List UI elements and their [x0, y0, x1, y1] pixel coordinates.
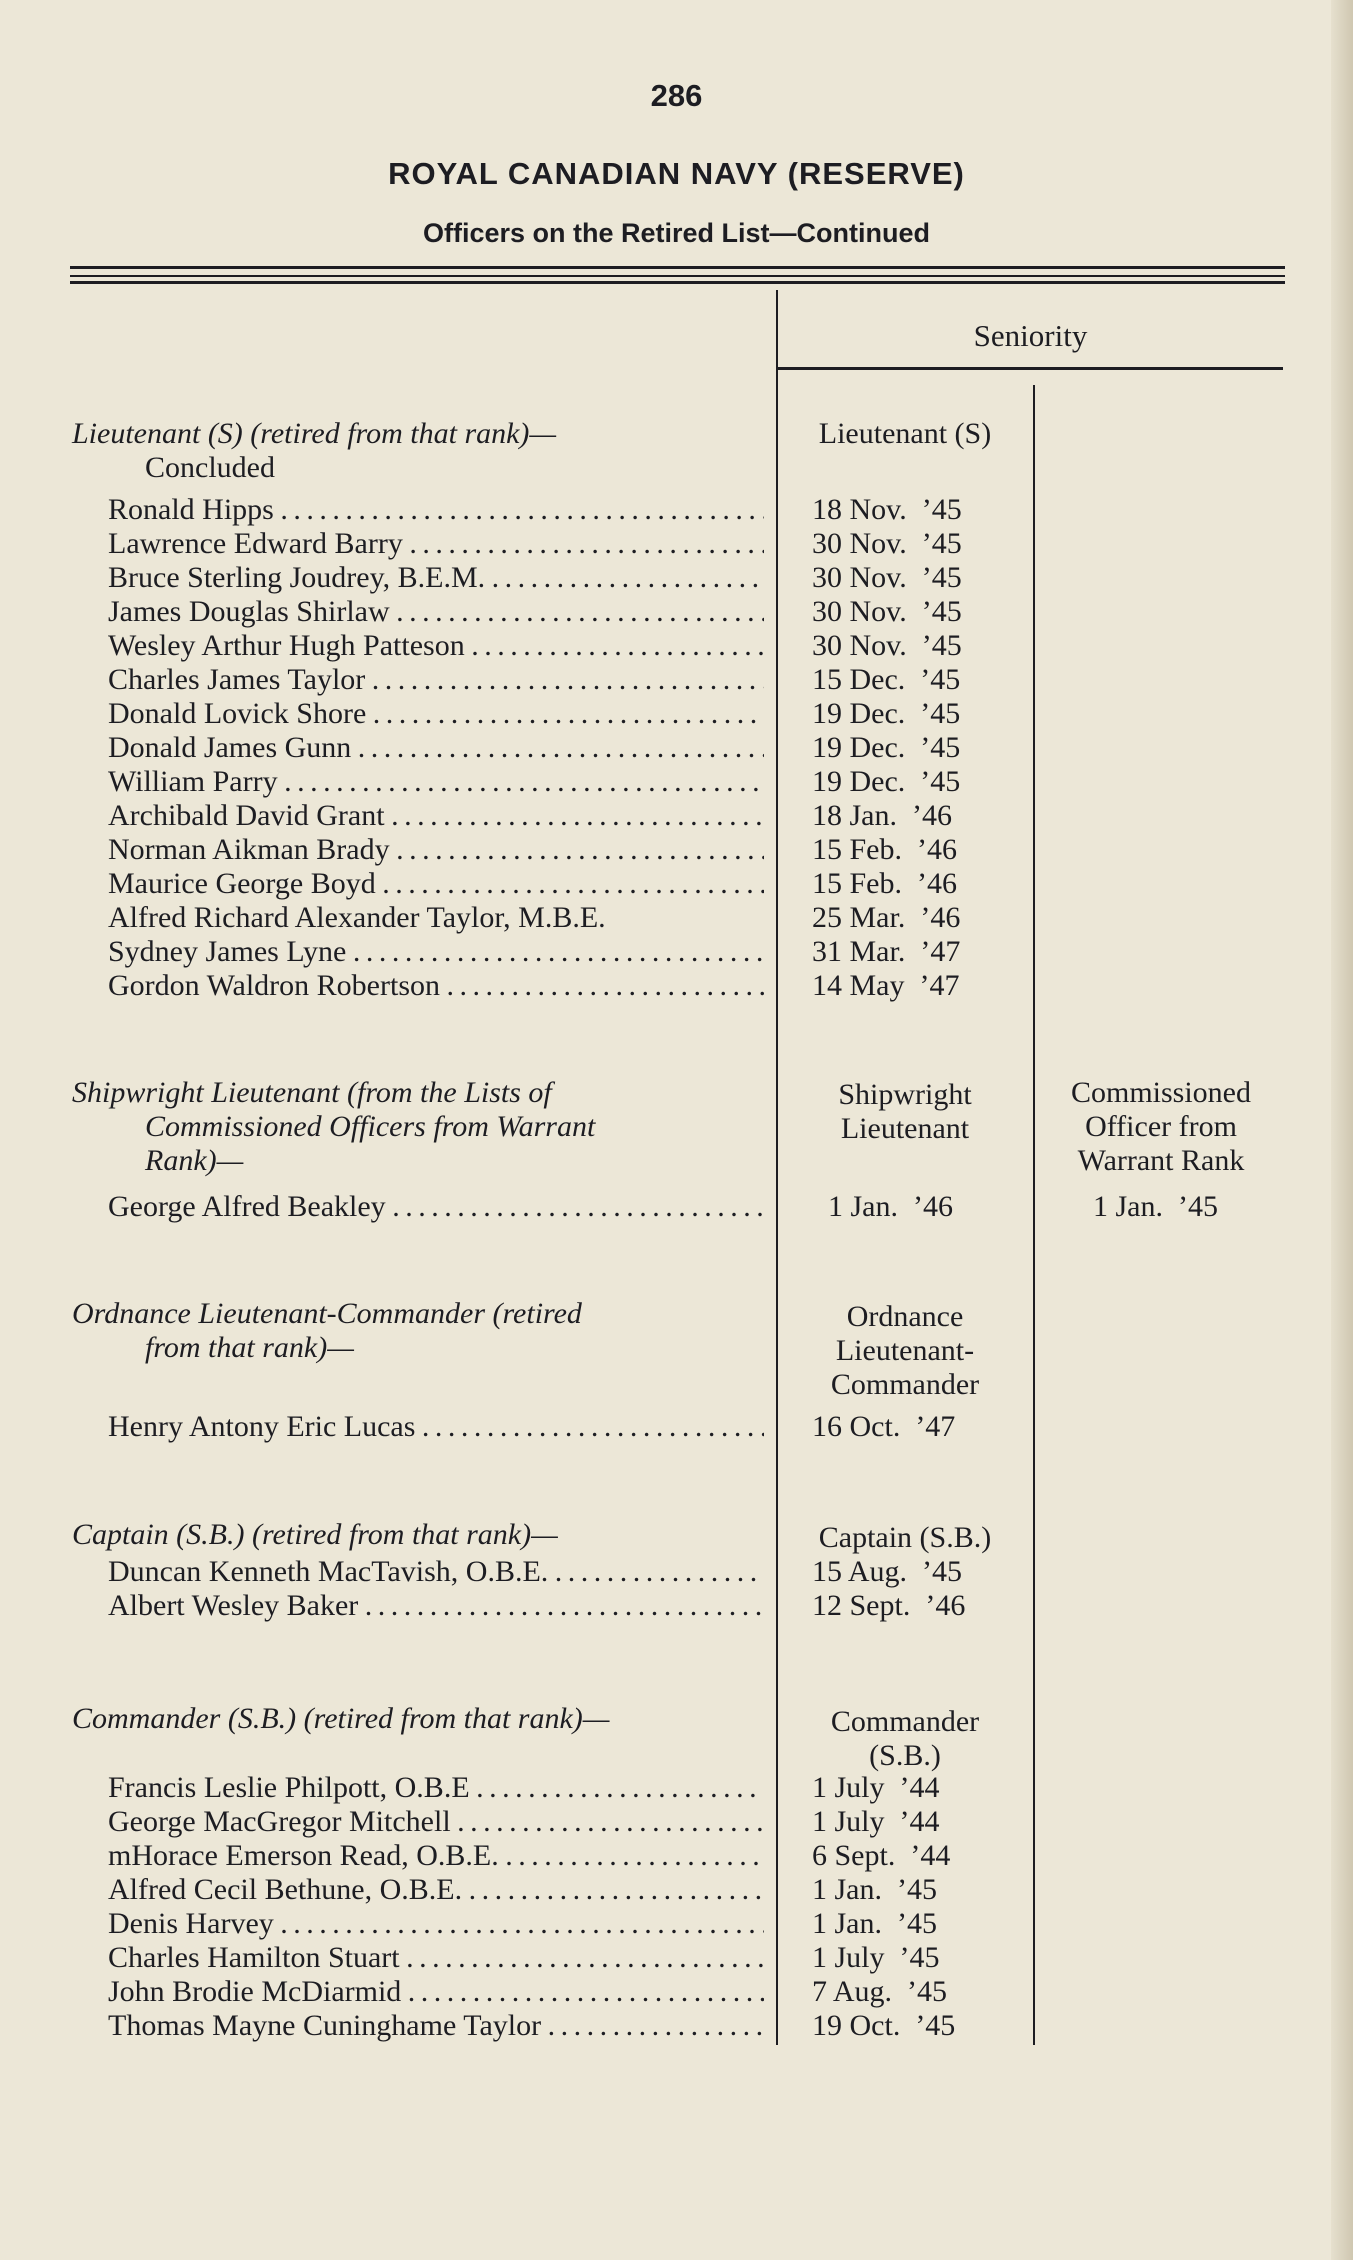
section-title — [72, 1702, 762, 1736]
header-rule — [70, 281, 1285, 284]
section-title — [72, 417, 762, 485]
rank-heading — [780, 1078, 1030, 1146]
section-title-line: Lieutenant (S) (retired from that rank)— — [72, 417, 557, 450]
rank-heading — [780, 1705, 1030, 1773]
rank-heading: Lieutenant (S) — [818, 417, 992, 450]
officer-name: mHorace Emerson Read, O.B.E. . . . — [108, 1839, 764, 1873]
officer-name: Ronald Hipps . . . — [108, 493, 764, 527]
seniority-date: 18 Nov. ’45 — [812, 493, 962, 526]
table-row — [108, 527, 1288, 561]
table-row — [108, 731, 1288, 765]
table-row — [108, 765, 1288, 799]
seniority-date: 14 May ’47 — [812, 969, 960, 1002]
table-row — [108, 1771, 1288, 1805]
table-row — [108, 697, 1288, 731]
seniority-date: 1 July ’45 — [812, 1941, 940, 1974]
page-number: 286 — [650, 78, 703, 113]
page-subtitle: Officers on the Retired List—Continued — [422, 218, 931, 248]
section-title-line: Ordnance Lieutenant-Commander (retired — [72, 1297, 582, 1330]
table-row — [108, 561, 1288, 595]
section-title-line: Shipwright Lieutenant (from the Lists of — [72, 1076, 552, 1109]
officer-name: James Douglas Shirlaw . . . — [108, 595, 764, 629]
officer-name: Alfred Richard Alexander Taylor, M.B.E. — [108, 901, 606, 934]
seniority-date: 25 Mar. ’46 — [812, 901, 961, 934]
seniority-date: 30 Nov. ’45 — [812, 595, 962, 628]
table-row — [108, 867, 1288, 901]
seniority-date: 12 Sept. ’46 — [812, 1589, 966, 1622]
header-rule — [70, 275, 1285, 277]
officer-name: Donald James Gunn . . . — [108, 731, 764, 765]
table-row — [108, 1873, 1288, 1907]
header-rule — [70, 266, 1285, 269]
officer-name: Francis Leslie Philpott, O.B.E . . . — [108, 1771, 764, 1805]
seniority-column-header: Seniority — [973, 318, 1088, 353]
seniority-date: 1 July ’44 — [812, 1805, 940, 1838]
table-row — [108, 629, 1288, 663]
rank-heading-secondary — [1036, 1076, 1286, 1178]
page-title: ROYAL CANADIAN NAVY (RESERVE) — [388, 156, 965, 191]
table-row — [108, 1805, 1288, 1839]
rank-heading-line: Officer from — [1085, 1110, 1237, 1143]
section-title-line: Commander (S.B.) (retired from that rank)— — [72, 1702, 610, 1735]
seniority-date: 30 Nov. ’45 — [812, 561, 962, 594]
rank-heading-line: Shipwright — [838, 1078, 972, 1111]
rank-heading-line: Commander — [830, 1705, 980, 1738]
rank-heading-line: Ordnance — [846, 1300, 964, 1333]
seniority-date: 19 Dec. ’45 — [812, 731, 961, 764]
seniority-date-secondary: 1 Jan. ’45 — [1093, 1190, 1218, 1223]
officer-name: Lawrence Edward Barry . . . — [108, 527, 764, 561]
officer-name: William Parry . . . — [108, 765, 764, 799]
table-row — [108, 799, 1288, 833]
officer-name: Duncan Kenneth MacTavish, O.B.E. . . . — [108, 1555, 764, 1589]
table-row — [108, 493, 1288, 527]
seniority-date: 1 Jan. ’45 — [812, 1873, 937, 1906]
section-title-line: Captain (S.B.) (retired from that rank)— — [72, 1518, 558, 1551]
officer-name: George MacGregor Mitchell . . . — [108, 1805, 764, 1839]
officer-name: Sydney James Lyne . . . — [108, 935, 764, 969]
table-row — [108, 1589, 1288, 1623]
officer-name: Archibald David Grant . . . — [108, 799, 764, 833]
section-title-line: from that rank)— — [145, 1331, 354, 1364]
section-title — [72, 1076, 762, 1178]
officer-name: Charles Hamilton Stuart . . . — [108, 1941, 764, 1975]
table-row — [108, 1190, 1288, 1224]
seniority-date: 6 Sept. ’44 — [812, 1839, 951, 1872]
rank-heading-line: Warrant Rank — [1077, 1144, 1245, 1177]
seniority-header-rule — [778, 367, 1283, 370]
table-row — [108, 833, 1288, 867]
seniority-date: 30 Nov. ’45 — [812, 527, 962, 560]
seniority-date: 1 Jan. ’45 — [812, 1907, 937, 1940]
rank-heading: Captain (S.B.) — [818, 1521, 992, 1554]
section-title-line: Rank)— — [145, 1144, 244, 1177]
officer-name: Albert Wesley Baker . . . — [108, 1589, 764, 1623]
officer-name: Alfred Cecil Bethune, O.B.E. . . . — [108, 1873, 764, 1907]
seniority-date: 15 Dec. ’45 — [812, 663, 961, 696]
officer-name: Donald Lovick Shore . . . — [108, 697, 764, 731]
seniority-date: 19 Dec. ’45 — [812, 697, 961, 730]
officer-name: Maurice George Boyd . . . — [108, 867, 764, 901]
rank-heading-line: Commander — [830, 1368, 980, 1401]
seniority-date: 30 Nov. ’45 — [812, 629, 962, 662]
table-row — [108, 1907, 1288, 1941]
officer-name: Wesley Arthur Hugh Patteson . . . — [108, 629, 764, 663]
officer-name: Bruce Sterling Joudrey, B.E.M. . . . — [108, 561, 764, 595]
section-title — [72, 1518, 762, 1552]
section-title-line: Concluded — [145, 451, 275, 484]
seniority-date: 1 Jan. ’46 — [828, 1190, 953, 1223]
rank-heading-line: Commissioned — [1070, 1076, 1251, 1109]
table-row — [108, 1839, 1288, 1873]
officer-name: John Brodie McDiarmid . . . — [108, 1975, 764, 2009]
table-row — [108, 901, 1288, 935]
table-row — [108, 1941, 1288, 1975]
officer-name: Thomas Mayne Cuninghame Taylor . . . — [108, 2009, 764, 2043]
section-title — [72, 1297, 762, 1365]
table-row — [108, 595, 1288, 629]
officer-name: Norman Aikman Brady . . . — [108, 833, 764, 867]
seniority-date: 19 Dec. ’45 — [812, 765, 961, 798]
seniority-date: 7 Aug. ’45 — [812, 1975, 947, 2008]
table-row — [108, 1555, 1288, 1589]
officer-name: George Alfred Beakley . . . — [108, 1190, 764, 1224]
seniority-date: 15 Feb. ’46 — [812, 833, 957, 866]
table-row — [108, 2009, 1288, 2043]
table-row — [108, 935, 1288, 969]
table-row — [108, 1410, 1288, 1444]
section-title-line: Commissioned Officers from Warrant — [145, 1110, 596, 1143]
officer-name: Henry Antony Eric Lucas . . . — [108, 1410, 764, 1444]
seniority-date: 16 Oct. ’47 — [812, 1410, 956, 1443]
seniority-date: 31 Mar. ’47 — [812, 935, 961, 968]
rank-heading-line: (S.B.) — [869, 1739, 941, 1772]
page-edge — [1331, 0, 1353, 2260]
seniority-date: 15 Aug. ’45 — [812, 1555, 962, 1588]
officer-name: Charles James Taylor . . . — [108, 663, 764, 697]
seniority-date: 18 Jan. ’46 — [812, 799, 952, 832]
seniority-date: 1 July ’44 — [812, 1771, 940, 1804]
officer-name: Denis Harvey . . . — [108, 1907, 764, 1941]
seniority-date: 19 Oct. ’45 — [812, 2009, 956, 2042]
table-row — [108, 969, 1288, 1003]
table-row — [108, 1975, 1288, 2009]
rank-heading-line: Lieutenant — [840, 1112, 970, 1145]
seniority-date: 15 Feb. ’46 — [812, 867, 957, 900]
officer-name: Gordon Waldron Robertson . . . — [108, 969, 764, 1003]
rank-heading — [780, 1300, 1030, 1402]
table-row — [108, 663, 1288, 697]
rank-heading-line: Lieutenant- — [835, 1334, 975, 1367]
